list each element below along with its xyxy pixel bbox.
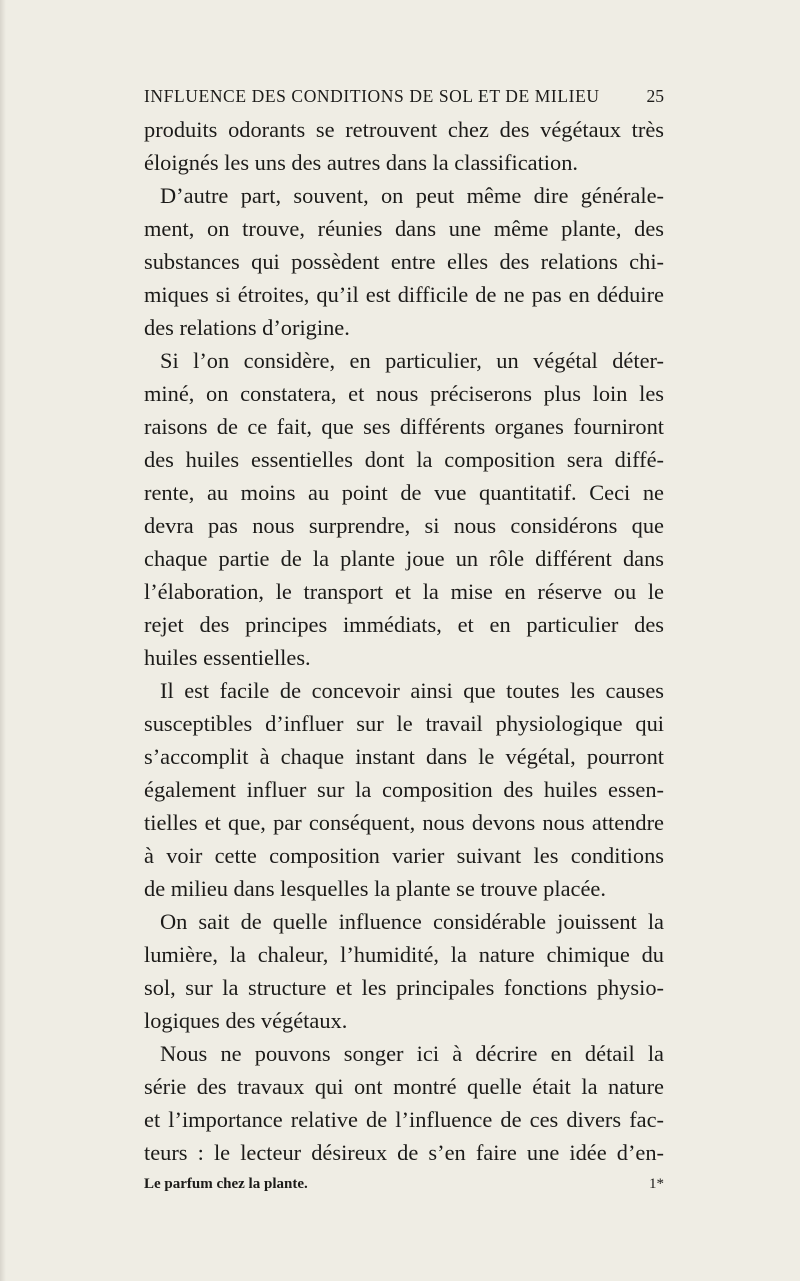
text-line: Nous ne pouvons songer ici à décrire en détail la [160, 1041, 664, 1066]
text-line: miques si étroites, qu’il est difficile de ne pas en déduire [144, 282, 664, 307]
text-line: s’accomplit à chaque instant dans le végétal, pourront [144, 744, 664, 769]
text-line: lumière, la chaleur, l’humidité, la nature chimique du [144, 942, 664, 967]
text-line: ment, on trouve, réunies dans une même plante, des [144, 216, 664, 241]
text-line: sol, sur la structure et les principales fonctions physio- [144, 975, 664, 1000]
text-line: de milieu dans lesquelles la plante se trouve placée. [144, 876, 606, 901]
text-line: devra pas nous surprendre, si nous considérons que [144, 513, 664, 538]
text-line: tielles et que, par conséquent, nous devons nous attendre [144, 810, 664, 835]
text-line: l’élaboration, le transport et la mise en réserve ou le [144, 579, 664, 604]
text-line: substances qui possèdent entre elles des relations chi- [144, 249, 664, 274]
text-line: à voir cette composition varier suivant les conditions [144, 843, 664, 868]
text-line: également influer sur la composition des huiles essen- [144, 777, 664, 802]
text-line: logiques des végétaux. [144, 1008, 348, 1033]
running-head [144, 86, 664, 110]
text-line: D’autre part, souvent, on peut même dire générale- [160, 183, 664, 208]
text-line: éloignés les uns des autres dans la classification. [144, 150, 579, 175]
text-line: rejet des principes immédiats, et en particulier des [144, 612, 664, 637]
running-head-title: INFLUENCE DES CONDITIONS DE SOL ET DE MILIEU [144, 86, 600, 106]
text-line: susceptibles d’influer sur le travail physiologique qui [144, 711, 664, 736]
page-number: 25 [646, 86, 664, 106]
text-line: raisons de ce fait, que ses différents organes fourniront [144, 414, 664, 439]
signature-mark: 1* [649, 1176, 664, 1192]
text-line: miné, on constatera, et nous préciserons plus loin les [144, 381, 664, 406]
text-line: produits odorants se retrouvent chez des végétaux très [144, 117, 664, 142]
text-line: des huiles essentielles dont la composition sera diffé- [144, 447, 664, 472]
text-line: des relations d’origine. [144, 315, 350, 340]
text-line: chaque partie de la plante joue un rôle différent dans [144, 546, 664, 571]
text-line: Il est facile de concevoir ainsi que toutes les causes [160, 678, 664, 703]
text-line: Si l’on considère, en particulier, un végétal déter- [160, 348, 664, 373]
text-line: On sait de quelle influence considérable jouissent la [160, 909, 664, 934]
signature-title: Le parfum chez la plante. [144, 1176, 308, 1192]
text-line: série des travaux qui ont montré quelle était la nature [144, 1074, 664, 1099]
page-edge-shadow [0, 0, 6, 1281]
page-footer [144, 1176, 664, 1198]
text-line: teurs : le lecteur désireux de s’en faire une idée d’en- [144, 1140, 664, 1165]
text-line: et l’importance relative de l’influence de ces divers fac- [144, 1107, 664, 1132]
text-line: huiles essentielles. [144, 645, 311, 670]
text-line: rente, au moins au point de vue quantitatif. Ceci ne [144, 480, 664, 505]
